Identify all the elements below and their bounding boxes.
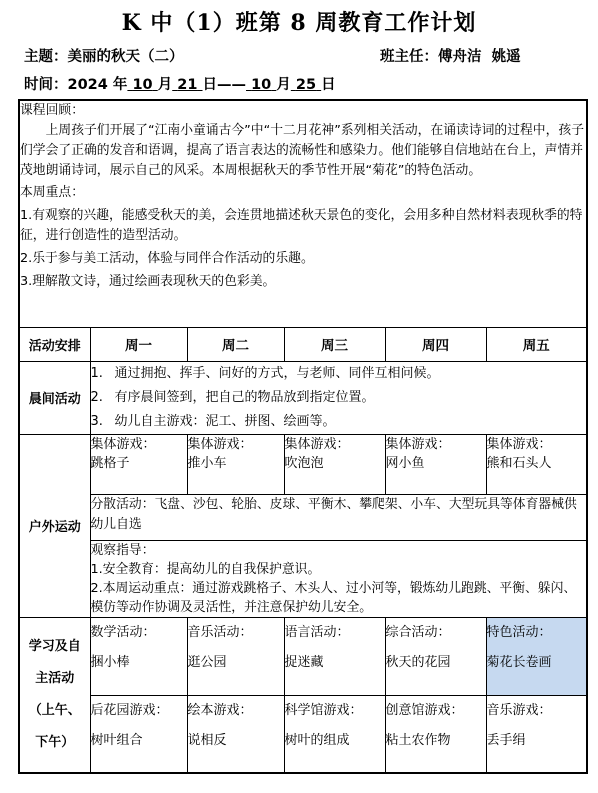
morning-item: 3. 幼儿自主游戏：泥工、拼图、绘画等。 (90, 413, 336, 429)
group-game-wednesday: 集体游戏： 吹泡泡 (284, 434, 385, 494)
day-label: 日 (321, 77, 336, 93)
outdoor-games-row (19, 434, 587, 494)
theme-line (24, 45, 184, 66)
study-tuesday-1: 音乐活动： 逛公园 (187, 617, 284, 695)
review-body: 上周孩子们开展了“江南小童诵古今”中“十二月花神”系列相关活动，在诵读诗词的过程中，孩子们学会了正确的发音和语调，提高了语言表达的流畅性和感染力。他们能够自信地站在台上，声情并茂地朗诵诗词，展示自己的风采。本周根据秋天的季节性开展“菊花”的特色活动。 (20, 123, 584, 178)
outdoor-label: 户外运动 (19, 434, 90, 617)
study-wednesday-1: 语言活动： 捉迷藏 (284, 617, 385, 695)
time-end-month: 10 (251, 77, 272, 93)
focus-item: 3.理解散文诗，通过绘画表现秋天的色彩美。 (20, 274, 276, 289)
review-heading: 课程回顾： (20, 103, 84, 118)
time-start-day: 21 (177, 77, 198, 93)
morning-item: 2. 有序晨间签到，把自己的物品放到指定位置。 (90, 389, 375, 405)
study-row-2 (19, 695, 587, 773)
weekly-plan-table (18, 99, 588, 774)
morning-cell (90, 361, 587, 434)
group-game-tuesday: 集体游戏： 推小车 (187, 434, 284, 494)
day-wednesday: 周三 (284, 327, 385, 361)
review-cell (19, 100, 587, 327)
month-label-1: 月 (157, 77, 173, 93)
time-end-day: 25 (295, 77, 317, 93)
study-friday-2: 音乐游戏： 丢手绢 (486, 695, 587, 773)
outdoor-observe-row (19, 540, 587, 617)
theme-label: 主题： (24, 49, 68, 65)
focus-item: 1.有观察的兴趣，能感受秋天的美，会连贯地描述秋天景色的变化，会用多种自然材料表现秋季的特征，进行创造性的造型活动。 (20, 208, 583, 243)
study-thursday-2: 创意馆游戏： 粘土农作物 (385, 695, 486, 773)
study-tuesday-2: 绘本游戏： 说相反 (187, 695, 284, 773)
outdoor-scatter-row (19, 494, 587, 540)
study-monday-2: 后花园游戏： 树叶组合 (90, 695, 187, 773)
study-label: 学习及自 主活动 （上午、 下午） (19, 617, 90, 773)
day-thursday: 周四 (385, 327, 486, 361)
teacher-label: 班主任： (380, 49, 438, 65)
schedule-label: 活动安排 (19, 327, 90, 361)
morning-item: 1. 通过拥抱、挥手、问好的方式，与老师、同伴互相问候。 (90, 365, 440, 381)
focus-item: 2.乐于参与美工活动，体验与同伴合作活动的乐趣。 (20, 251, 314, 266)
theme-value: 美丽的秋天（二） (67, 49, 184, 65)
group-game-thursday: 集体游戏： 网小鱼 (385, 434, 486, 494)
time-separator: 日—— (202, 77, 247, 93)
morning-row (19, 361, 587, 434)
observe-item: 1.安全教育：提高幼儿的自我保护意识。 (90, 561, 321, 577)
time-label: 时间： (24, 77, 68, 93)
teacher-names: 傅舟洁 姚遥 (438, 49, 521, 65)
teacher-line (380, 45, 521, 66)
morning-label: 晨间活动 (19, 361, 90, 434)
study-row-1 (19, 617, 587, 695)
focus-heading: 本周重点： (20, 185, 84, 200)
day-header-row (19, 327, 587, 361)
page-title: K 中（1）班第 8 周教育工作计划 (121, 10, 477, 36)
observe-heading: 观察指导： (90, 542, 155, 558)
day-monday: 周一 (90, 327, 187, 361)
month-label-2: 月 (276, 77, 291, 93)
group-game-friday: 集体游戏： 熊和石头人 (486, 434, 587, 494)
observation-guide (90, 540, 587, 617)
study-friday-1-highlighted: 特色活动： 菊花长卷画 (486, 617, 587, 695)
study-thursday-1: 综合活动： 秋天的花园 (385, 617, 486, 695)
study-monday-1: 数学活动： 捆小棒 (90, 617, 187, 695)
day-friday: 周五 (486, 327, 587, 361)
scatter-activities: 分散活动：飞盘、沙包、轮胎、皮球、平衡木、攀爬架、小车、大型玩具等体育器械供幼儿自选 (90, 494, 587, 540)
observe-item: 2.本周运动重点：通过游戏跳格子、木头人、过小河等，锻炼幼儿跑跳、平衡、躲闪、模仿等动作协调及灵活性，并注意保护幼儿安全。 (90, 580, 577, 615)
time-line (24, 73, 336, 94)
study-wednesday-2: 科学馆游戏： 树叶的组成 (284, 695, 385, 773)
time-year: 2024 年 (67, 77, 128, 93)
day-tuesday: 周二 (187, 327, 284, 361)
time-start-month: 10 (132, 77, 153, 93)
review-row (19, 100, 587, 327)
group-game-monday: 集体游戏： 跳格子 (90, 434, 187, 494)
